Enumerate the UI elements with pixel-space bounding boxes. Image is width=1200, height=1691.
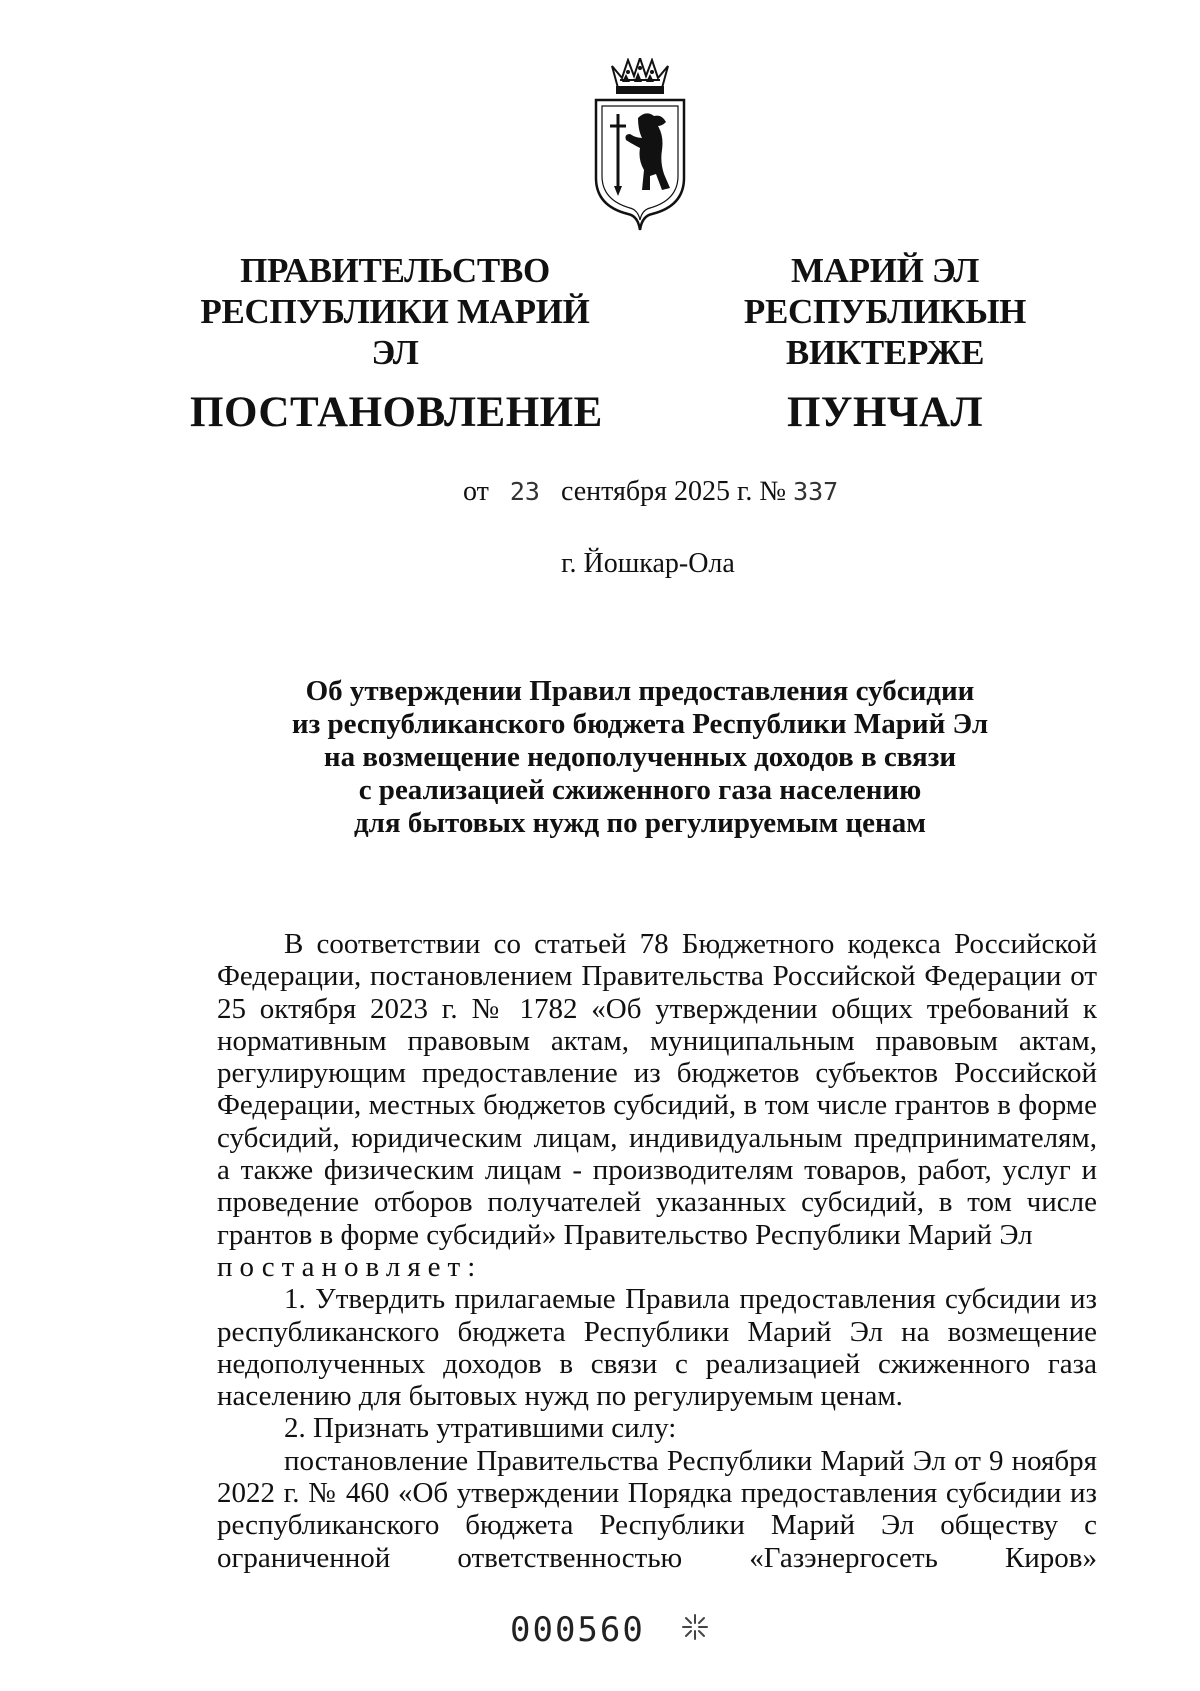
date-prefix: от (463, 476, 489, 507)
decree-word: постановляет: (217, 1250, 483, 1283)
document-date-number (463, 476, 838, 508)
document-number: 337 (793, 477, 839, 506)
document-body (217, 928, 1097, 1574)
issuer-line-1: ПРАВИТЕЛЬСТВО (240, 251, 550, 290)
document-type-mari: ПУНЧАЛ (786, 389, 984, 436)
issuer-line-1-mari: МАРИЙ ЭЛ РЕСПУБЛИКЫН (743, 251, 1027, 331)
preamble-paragraph: В соответствии со статьей 78 Бюджетного кодекса Российской Федерации, постановлением Правительства Российской Федерации от 25 октября 2023 г. № 1782 «Об утверждении общих требований к нормативным правовым актам, муниципальным правовым актам, регулирующим предоставление из бюджетов субъектов Российской Федерации, местных бюджетов субсидий, в том числе грантов в форме субсидий, юридическим лицам, индивидуальным предпринимателям, а также физическим лицам - производителям товаров, работ, услуг и проведение отборов получателей указанных субсидий, в том числе грантов в форме субсидий» Правительство Республики Марий Эл (217, 928, 1097, 1251)
title-line: из республиканского бюджета Республики Марий Эл (291, 708, 989, 740)
title-line: с реализацией сжиженного газа населению (358, 774, 922, 806)
title-line: для бытовых нужд по регулируемым ценам (353, 807, 927, 839)
item-1-paragraph: 1. Утвердить прилагаемые Правила предоставления субсидии из республиканского бюджета Республики Марий Эл на возмещение недополученных доходов в связи с реализацией сжиженного газа населению для бытовых нужд по регулируемым ценам. (217, 1283, 1097, 1413)
issuer-line-2-mari: ВИКТЕРЖЕ (785, 333, 985, 372)
city-name: г. Йошкар-Ола (561, 548, 735, 579)
blank-serial-number: 000560 (510, 1610, 645, 1650)
security-mark-icon (680, 1612, 710, 1642)
document-title (230, 675, 1050, 840)
title-line: Об утверждении Правил предоставления субсидии (305, 675, 975, 707)
date-month-year: сентября 2025 г. № (560, 476, 787, 507)
title-line: на возмещение недополученных доходов в связи (323, 741, 957, 773)
coat-of-arms-icon (592, 58, 688, 236)
issuer-header-ru (190, 250, 603, 438)
item-2-paragraph: постановление Правительства Республики Марий Эл от 9 ноября 2022 г. № 460 «Об утверждении Порядка предоставления субсидии из республиканского бюджета Республики Марий Эл обществу с ограниченной ответственностью «Газэнергосеть Киров» (217, 1444, 1097, 1574)
item-2-heading: 2. Признать утратившими силу: (284, 1412, 677, 1445)
document-type-ru: ПОСТАНОВЛЕНИЕ (190, 389, 603, 436)
issuer-line-2: РЕСПУБЛИКИ МАРИЙ ЭЛ (200, 292, 590, 372)
issuer-header-mari (660, 250, 1110, 438)
date-day: 23 (509, 477, 540, 506)
